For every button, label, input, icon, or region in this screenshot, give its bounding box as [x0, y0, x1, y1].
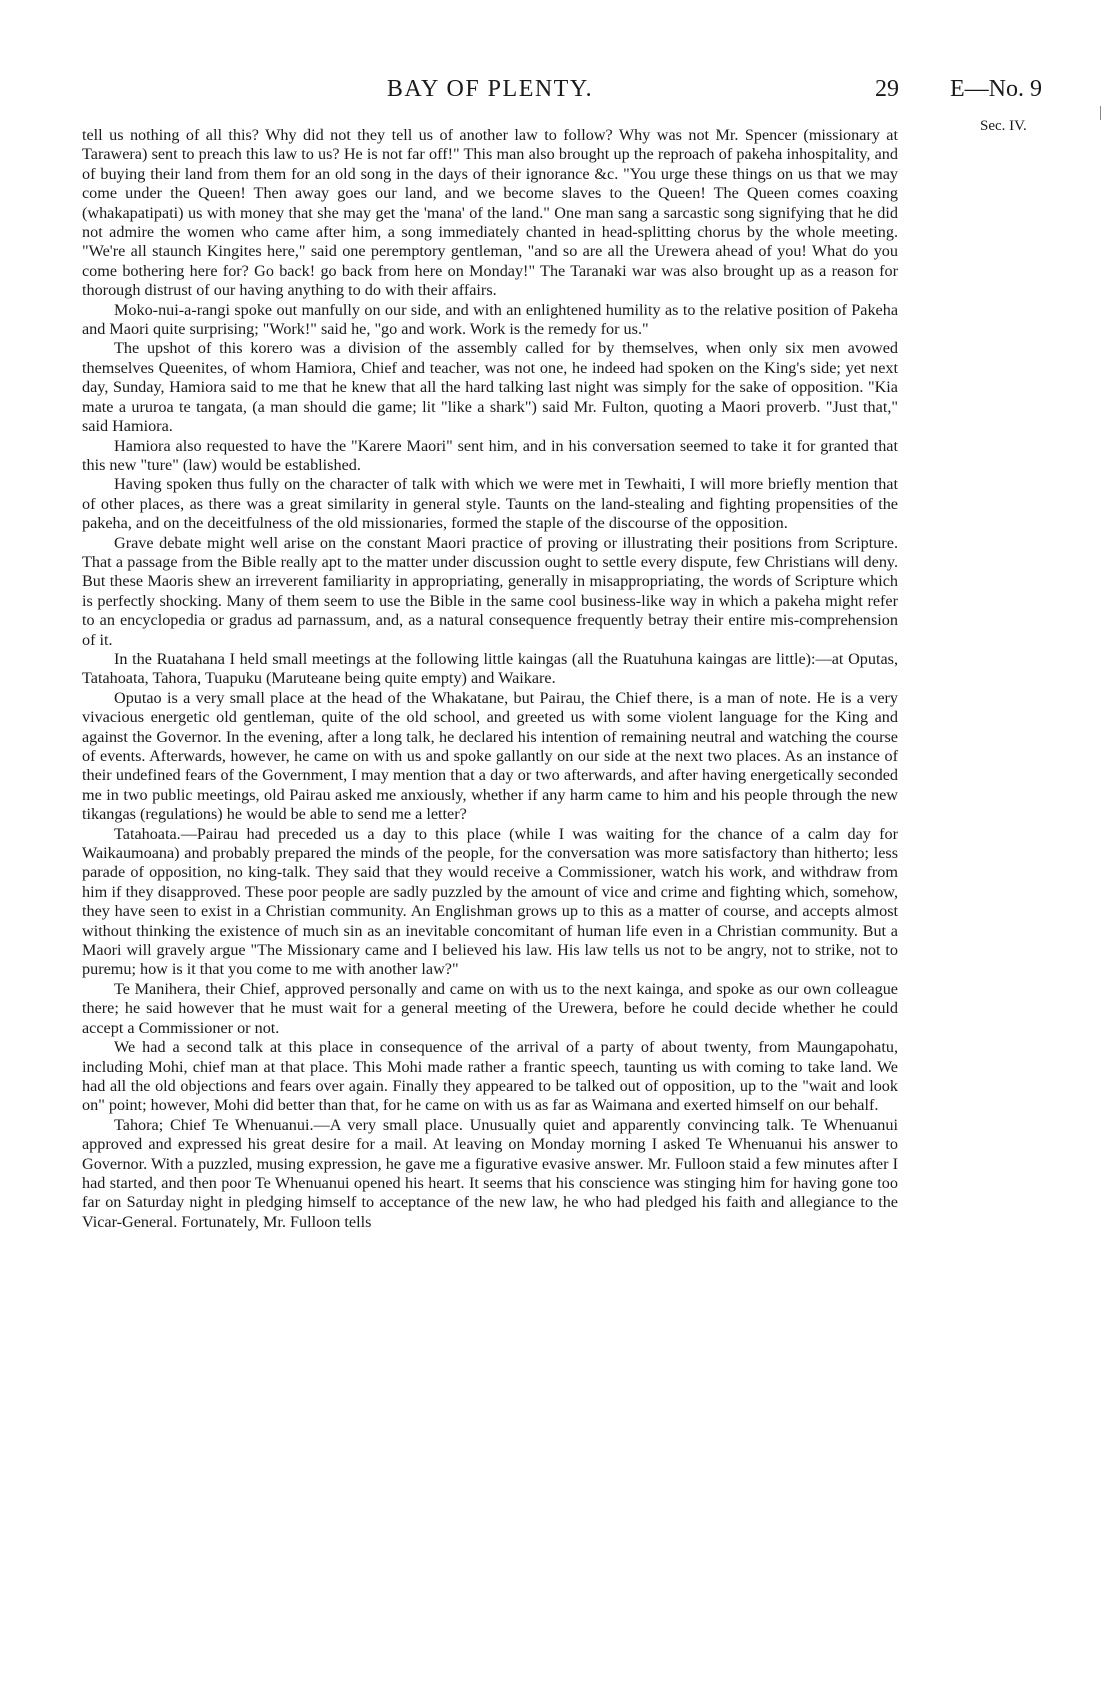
paragraph: tell us nothing of all this? Why did not they tell us of another law to follow? Why was not Mr. Spencer (missionary at Tarawera) sent to preach this law to us? He is not far off!" This man also brought up the reproach of pakeha inhospitality, and of buying their land from them for an old song in the days of their ignorance &c. "You urge these things on us that we may come under the Queen! Then away goes our land, and we become slaves to the Queen! The Queen comes coaxing (whakapatipati) us with money that she may get the 'mana' of the land." One man sang a sarcastic song signifying that he did not admire the women who came after him, a song immediately chanted in head-splitting chorus by the whole meeting. "We're all staunch Kingites here," said one peremptory gentleman, "and so are all the Urewera ahead of you! What do you come bothering here for? Go back! go back from here on Monday!" The Taranaki war was also brought up as a reason for thorough distrust of our having anything to do with their affairs. [82, 126, 898, 300]
document-reference: E—No. 9 [950, 76, 1042, 102]
paragraph: Moko-nui-a-rangi spoke out manfully on our side, and with an enlightened humility as to the relative position of Pakeha and Maori quite surprising; "Work!" said he, "go and work. Work is the remedy for us." [82, 300, 898, 339]
page-number: 29 [875, 76, 899, 102]
margin-mark [1100, 106, 1101, 120]
page-title: BAY OF PLENTY. [386, 76, 594, 102]
body-text [82, 126, 898, 1232]
section-reference: Sec. IV. [980, 118, 1027, 134]
paragraph: Having spoken thus fully on the character of talk with which we were met in Tewhaiti, I will more briefly mention that of other places, as there was a great similarity in general style. Taunts on the land-stealing and fighting propensities of the pakeha, and on the deceitfulness of the old missionaries, formed the staple of the discourse of the opposition. [82, 475, 898, 533]
paragraph: Te Manihera, their Chief, approved personally and came on with us to the next kainga, and spoke as our own colleague there; he said however that he must wait for a general meeting of the Urewera, before he could decide whether he could accept a Commissioner or not. [82, 979, 898, 1037]
paragraph: Oputao is a very small place at the head of the Whakatane, but Pairau, the Chief there, is a man of note. He is a very vivacious energetic old gentleman, quite of the old school, and greeted us with some violent language for the King and against the Governor. In the evening, after a long talk, he declared his intention of remaining neutral and watching the course of events. Afterwards, however, he came on with us and spoke gallantly on our side at the next two places. As an instance of their undefined fears of the Government, I may mention that a day or two afterwards, and after having energetically seconded me in two public meetings, old Pairau asked me anxiously, whether if any harm came to him and his people through the new tikangas (regulations) he would be able to send me a letter? [82, 688, 898, 824]
paragraph: Hamiora also requested to have the "Karere Maori" sent him, and in his conversation seemed to take it for granted that this new "ture" (law) would be established. [82, 436, 898, 474]
paragraph: In the Ruatahana I held small meetings at the following little kaingas (all the Ruatuhuna kaingas are little):—at Oputas, Tatahoata, Tahora, Tuapuku (Maruteane being quite empty) and Waikare. [82, 649, 898, 688]
paragraph: Tatahoata.—Pairau had preceded us a day to this place (while I was waiting for the chance of a calm day for Waikaumoana) and probably prepared the minds of the people, for the conversation was more satisfactory than hitherto; less parade of opposition, no king-talk. They said that they would receive a Commissioner, watch his work, and withdraw from him if they disapproved. These poor people are sadly puzzled by the amount of vice and crime and fighting which, somehow, they have seen to exist in a Christian community. An Englishman grows up to this as a matter of course, and accepts almost without thinking the existence of much sin as an inevitable concomitant of human life even in a Christian community. But a Maori will gravely argue "The Missionary came and I believed his law. His law tells us not to be angry, not to strike, not to puremu; how is it that you come to me with another law?" [82, 824, 898, 979]
paragraph: Tahora; Chief Te Whenuanui.—A very small place. Unusually quiet and apparently convincing talk. Te Whenuanui approved and expressed his great desire for a mail. At leaving on Monday morning I asked Te Whenuanui his answer to Governor. With a puzzled, musing expression, he gave me a figurative evasive answer. Mr. Fulloon staid a few minutes after I had started, and then poor Te Whenuanui opened his heart. It seems that his conscience was stinging him for having gone too far on Saturday night in pledging himself to acceptance of the new law, he who had pledged his faith and allegiance to the Vicar-General. Fortunately, Mr. Fulloon tells [82, 1115, 898, 1231]
paragraph: The upshot of this korero was a division of the assembly called for by themselves, when only six men avowed themselves Queenites, of whom Hamiora, Chief and teacher, was not one, he indeed had spoken on the King's side; yet next day, Sunday, Hamiora said to me that he knew that all the hard talking last night was simply for the sake of opposition. "Kia mate a ururoa te tangata, (a man should die game; lit "like a shark") said Mr. Fulton, quoting a Maori proverb. "Just that," said Hamiora. [82, 339, 898, 436]
paragraph: Grave debate might well arise on the constant Maori practice of proving or illustrating their positions from Scripture. That a passage from the Bible really apt to the matter under discussion ought to settle every dispute, few Christians will deny. But these Maoris shew an irreverent familiarity in appropriating, generally in misappropriating, the words of Scripture which is perfectly shocking. Many of them seem to use the Bible in the same cool business-like way in which a pakeha might refer to an encyclopedia or gradus ad parnassum, and, as a natural consequence frequently betray their entire mis-comprehension of it. [82, 533, 898, 649]
paragraph: We had a second talk at this place in consequence of the arrival of a party of about twenty, from Maungapohatu, including Mohi, chief man at that place. This Mohi made rather a frantic speech, taunting us with coming to take land. We had all the old objections and fears over again. Finally they appeared to be talked out of opposition, up to the "wait and look on" point; however, Mohi did better than that, for he came on with us as far as Waimana and exerted himself on our behalf. [82, 1038, 898, 1115]
